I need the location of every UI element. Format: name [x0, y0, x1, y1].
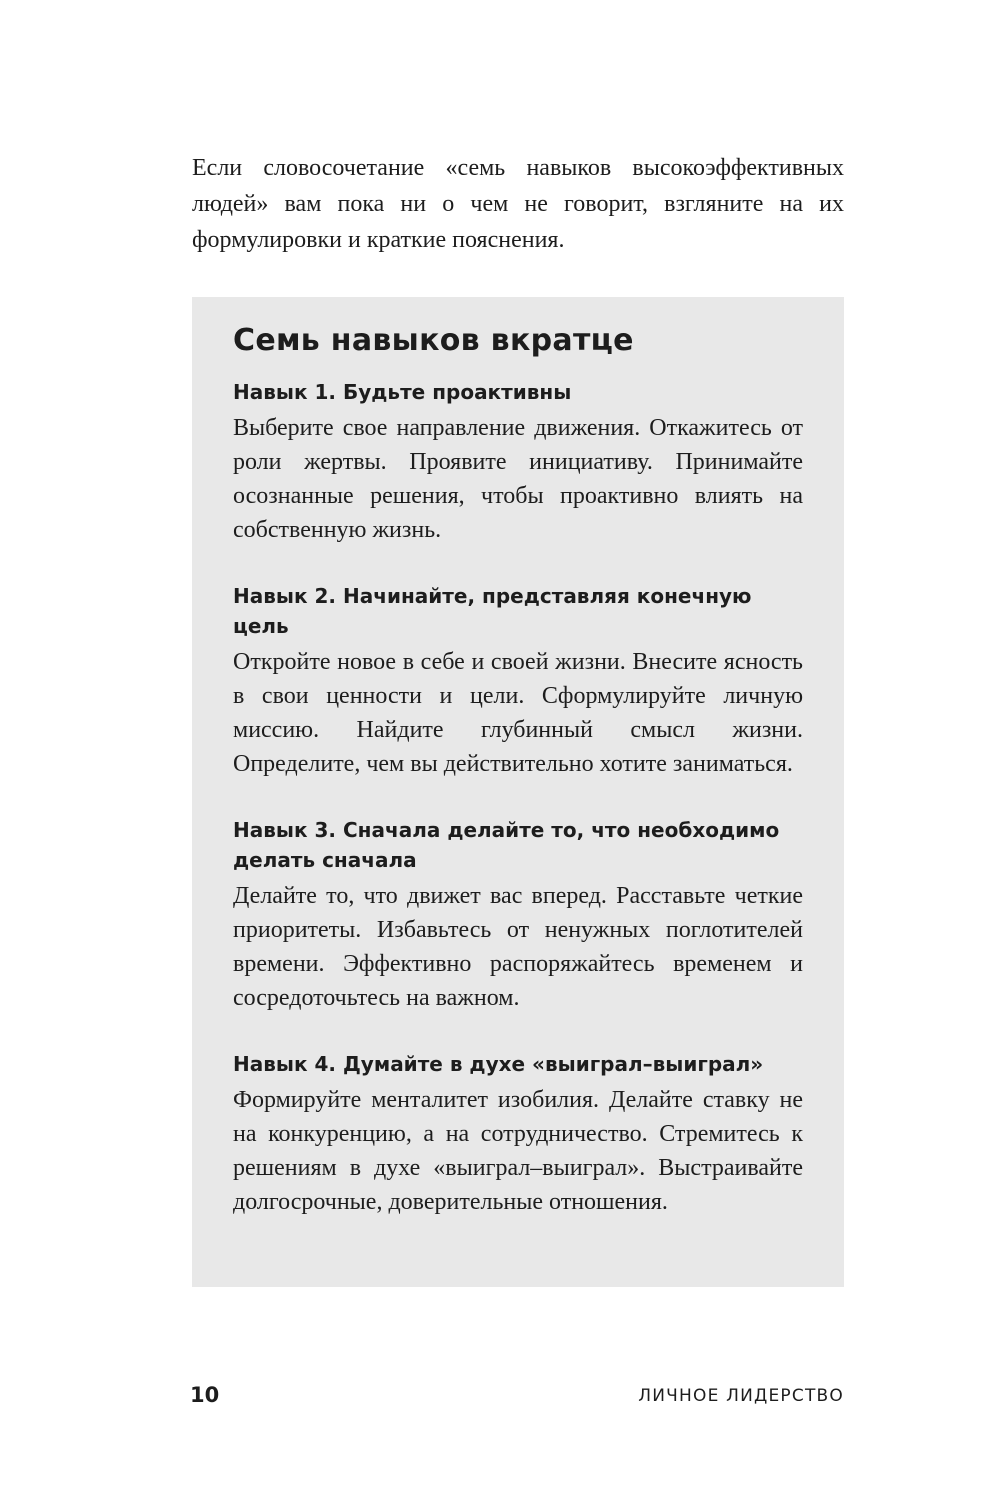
- habit-title: Навык 2. Начинайте, представляя конечную цель: [233, 584, 752, 638]
- running-title: ЛИЧНОЕ ЛИДЕРСТВО: [638, 1386, 844, 1406]
- habit-text: Откройте новое в себе и своей жизни. Внесите ясность в свои ценности и цели. Сформулируйте личную миссию. Найдите глубинный смысл жизни. Определите, чем вы действительно хотите заниматься.: [233, 649, 803, 777]
- habit-title: Навык 1. Будьте проактивны: [233, 380, 572, 404]
- habit-text: Формируйте менталитет изобилия. Делайте ставку не на конкуренцию, а на сотрудничество. Стремитесь к решениям в духе «выиграл–выиграл». Выстраивайте долгосрочные, доверительные отношения.: [233, 1087, 803, 1215]
- page-number: 10: [190, 1383, 220, 1407]
- habit-3: [233, 815, 803, 1015]
- habit-title: Навык 3. Сначала делайте то, что необходимо делать сначала: [233, 818, 780, 872]
- habit-4: [233, 1049, 803, 1219]
- habit-1: [233, 377, 803, 547]
- habit-title: Навык 4. Думайте в духе «выиграл–выиграл»: [233, 1052, 764, 1076]
- habit-text: Делайте то, что движет вас вперед. Расставьте четкие приоритеты. Избавьтесь от ненужных поглотителей времени. Эффективно распоряжайтесь временем и сосредоточьтесь на важном.: [233, 883, 803, 1011]
- box-title: Семь навыков вкратце: [233, 323, 634, 358]
- habit-2: [233, 581, 803, 781]
- intro-paragraph: Если словосочетание «семь навыков высокоэффективных людей» вам пока ни о чем не говорит, взгляните на их формулировки и краткие пояснения.: [192, 155, 844, 253]
- habit-text: Выберите свое направление движения. Откажитесь от роли жертвы. Проявите инициативу. Принимайте осознанные решения, чтобы проактивно влиять на собственную жизнь.: [233, 415, 803, 543]
- summary-box: [192, 297, 844, 1287]
